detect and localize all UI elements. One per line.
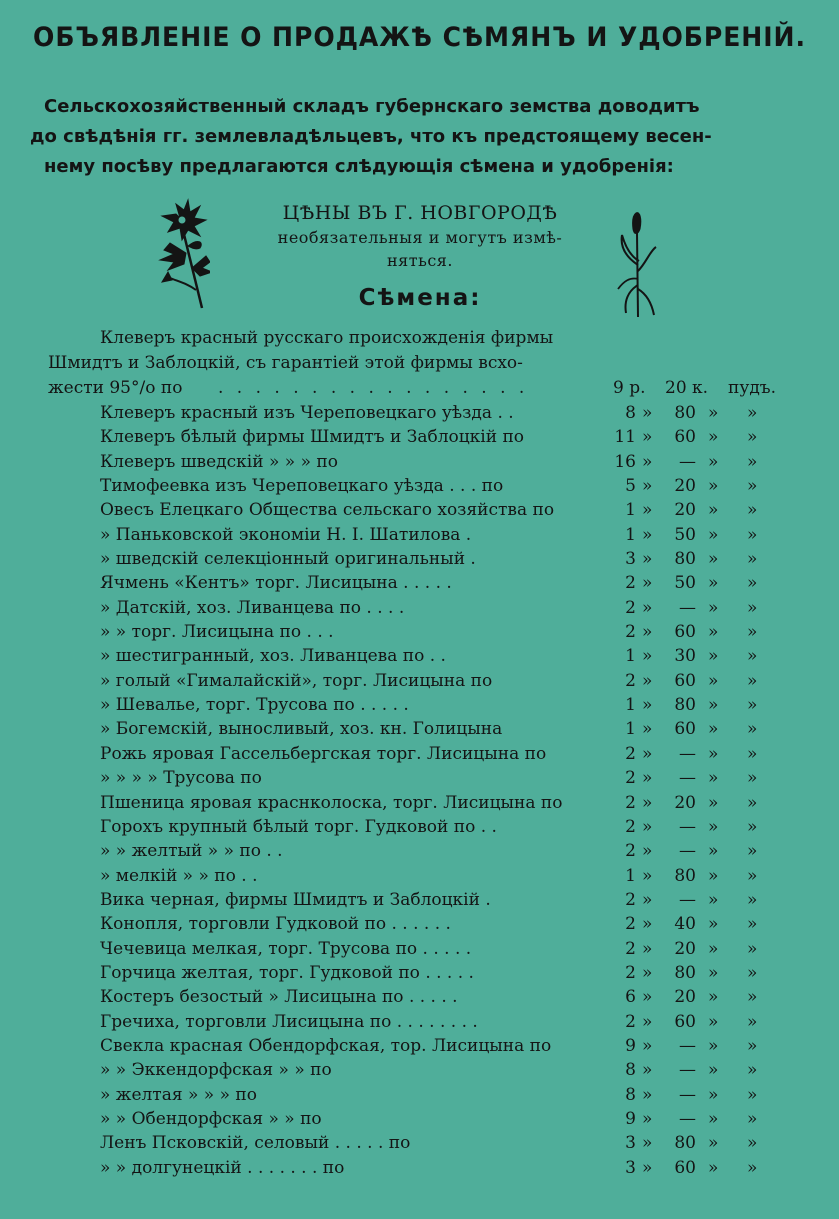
price-rubles: 9 (625, 1108, 636, 1129)
price-rubles: 1 (625, 500, 636, 521)
ditto-mark: » (708, 451, 719, 472)
price-kopecks: 80 (674, 549, 696, 570)
price-row (0, 547, 839, 571)
price-rubles: 16 (614, 451, 636, 472)
item-description: » Шевалье, торг. Трусова по . . . . . (100, 695, 409, 716)
price-row (0, 1010, 839, 1034)
ditto-mark: » (747, 1157, 758, 1178)
price-rubles: 2 (625, 670, 636, 691)
price-row (0, 644, 839, 668)
ditto-mark: » (708, 670, 719, 691)
price-rubles: 8 (625, 1084, 636, 1105)
price-kopecks: — (679, 1084, 696, 1105)
ditto-mark: » (642, 1084, 653, 1105)
first-item-line: Шмидтъ и Заблоцкій, съ гарантіей этой фирмы всхо- (48, 353, 523, 373)
prices-title: ЦѢНЫ ВЪ Г. НОВГОРОДѢ (282, 202, 558, 224)
item-description: Свекла красная Обендорфская, тор. Лисицына по (100, 1035, 552, 1056)
item-description: » Богемскій, выносливый, хоз. кн. Голицына (100, 719, 503, 740)
ditto-mark: » (747, 549, 758, 570)
ditto-mark: » (747, 841, 758, 862)
item-description: Ленъ Псковскій, селовый . . . . . по (100, 1133, 411, 1154)
ditto-mark: » (642, 646, 653, 667)
ditto-mark: » (747, 622, 758, 643)
ditto-mark: » (708, 889, 719, 910)
price-kopecks: 60 (674, 1157, 696, 1178)
item-description: Гречиха, торговли Лисицына по . . . . . . . . (100, 1011, 478, 1032)
ditto-mark: » (747, 938, 758, 959)
ditto-mark: » (642, 719, 653, 740)
ditto-mark: » (747, 914, 758, 935)
ditto-mark: » (747, 524, 758, 545)
price-kopecks: — (679, 451, 696, 472)
price-row (0, 961, 839, 985)
price-row (0, 791, 839, 815)
price-row (0, 571, 839, 595)
item-description: » » Эккендорфская » » по (100, 1060, 332, 1081)
prices-note-line: няться. (387, 251, 453, 270)
price-row (0, 1107, 839, 1131)
ditto-mark: » (708, 695, 719, 716)
item-description: » » желтый » » по . . (100, 841, 283, 862)
item-description: » Датскій, хоз. Ливанцева по . . . . (100, 597, 405, 618)
ditto-mark: » (747, 962, 758, 983)
item-description: Клеверъ бѣлый фирмы Шмидтъ и Заблоцкій по (100, 427, 525, 448)
item-description: Ячмень «Кентъ» торг. Лисицына . . . . . (100, 573, 452, 594)
price-row (0, 1083, 839, 1107)
ditto-mark: » (642, 622, 653, 643)
first-item (48, 326, 788, 401)
price-rubles: 6 (625, 987, 636, 1008)
price-kopecks: 20 (674, 938, 696, 959)
price-row (0, 620, 839, 644)
price-row (0, 1131, 839, 1155)
price-kopecks: — (679, 1060, 696, 1081)
price-kopecks: 30 (674, 646, 696, 667)
price-kopecks: 80 (674, 403, 696, 423)
ditto-mark: » (642, 987, 653, 1008)
ditto-mark: » (747, 403, 758, 423)
ditto-mark: » (642, 1108, 653, 1129)
price-kopecks: 20 (674, 987, 696, 1008)
ditto-mark: » (708, 427, 719, 448)
price-rubles: 2 (625, 743, 636, 764)
ditto-mark: » (642, 695, 653, 716)
item-description: » » » » Трусова по (100, 768, 262, 789)
ditto-mark: » (708, 1060, 719, 1081)
ditto-mark: » (708, 743, 719, 764)
price-row (0, 1034, 839, 1058)
ditto-mark: » (747, 427, 758, 448)
item-description: » » Обендорфская » » по (100, 1108, 322, 1129)
price-row (0, 474, 839, 498)
price-row (0, 815, 839, 839)
price-row (0, 766, 839, 790)
prices-header (220, 200, 620, 272)
price-kopecks: 40 (674, 914, 696, 935)
price-rubles: 1 (625, 719, 636, 740)
price-row (0, 888, 839, 912)
ditto-mark: » (642, 524, 653, 545)
ditto-mark: » (708, 987, 719, 1008)
price-row (0, 498, 839, 522)
ditto-mark: » (747, 646, 758, 667)
item-description: Пшеница яровая краснколоска, торг. Лисицына по (100, 792, 563, 813)
item-description: » голый «Гималайскій», торг. Лисицына по (100, 670, 493, 691)
ditto-mark: » (747, 1035, 758, 1056)
ditto-mark: » (747, 1060, 758, 1081)
item-description: » желтая » » » по (100, 1084, 257, 1105)
flower-ornament-icon (140, 198, 210, 318)
ditto-mark: » (747, 1133, 758, 1154)
ditto-mark: » (747, 768, 758, 789)
price-row (0, 912, 839, 936)
ditto-mark: » (642, 743, 653, 764)
ditto-mark: » (708, 768, 719, 789)
price-kopecks: 80 (674, 865, 696, 886)
ditto-mark: » (642, 670, 653, 691)
item-description: Тимофеевка изъ Череповецкаго уѣзда . . . по (100, 476, 504, 497)
ditto-mark: » (642, 841, 653, 862)
price-rubles: 2 (625, 889, 636, 910)
ditto-mark: » (642, 768, 653, 789)
price-row (0, 1156, 839, 1180)
ditto-mark: » (708, 1157, 719, 1178)
price-rubles: 5 (625, 476, 636, 497)
price-kopecks: 80 (674, 1133, 696, 1154)
price-kopecks: 60 (674, 622, 696, 643)
ditto-mark: » (708, 1011, 719, 1032)
ditto-mark: » (642, 1133, 653, 1154)
ditto-mark: » (708, 938, 719, 959)
ditto-mark: » (747, 597, 758, 618)
price-rubles: 9 (625, 1035, 636, 1056)
ditto-mark: » (747, 476, 758, 497)
price-rubles: 3 (625, 1157, 636, 1178)
ditto-mark: » (708, 792, 719, 813)
ditto-mark: » (747, 987, 758, 1008)
item-description: » мелкій » » по . . (100, 865, 258, 886)
price-row (0, 985, 839, 1009)
price-row (0, 937, 839, 961)
ditto-mark: » (747, 573, 758, 594)
price-kopecks: 50 (674, 573, 696, 594)
ditto-mark: » (642, 938, 653, 959)
item-description: Овесъ Елецкаго Общества сельскаго хозяйства по (100, 500, 555, 521)
ditto-mark: » (747, 670, 758, 691)
ditto-mark: » (708, 524, 719, 545)
price-kopecks: 80 (674, 962, 696, 983)
item-description: Конопля, торговли Гудковой по . . . . . . (100, 914, 451, 935)
price-rubles: 2 (625, 792, 636, 813)
ditto-mark: » (642, 816, 653, 837)
ditto-mark: » (642, 1060, 653, 1081)
price-kopecks: — (679, 816, 696, 837)
intro-line: до свѣдѣнія гг. землевладѣльцевъ, что къ предстоящему весен- (30, 126, 712, 147)
price-kopecks: 60 (674, 1011, 696, 1032)
ditto-mark: » (708, 865, 719, 886)
ditto-mark: » (708, 573, 719, 594)
intro-paragraph (30, 92, 810, 182)
price-rubles: 2 (625, 841, 636, 862)
price-row (0, 523, 839, 547)
ditto-mark: » (708, 549, 719, 570)
page-title: ОБЪЯВЛЕНІЕ О ПРОДАЖѢ СѢМЯНЪ И УДОБРЕНІЙ. (33, 22, 806, 53)
price-rubles: 8 (625, 403, 636, 423)
price-row (0, 1058, 839, 1082)
item-description: » » долгунецкій . . . . . . . по (100, 1157, 345, 1178)
item-description: Чечевица мелкая, торг. Трусова по . . . . . (100, 938, 472, 959)
ditto-mark: » (747, 1011, 758, 1032)
price-kopecks: — (679, 889, 696, 910)
leader-dots: . . . . . . . . . . . . . . . . . (218, 378, 529, 398)
item-description: Вика черная, фирмы Шмидтъ и Заблоцкій . (100, 889, 491, 910)
price-kopecks: 60 (674, 719, 696, 740)
price-rubles: 2 (625, 622, 636, 643)
item-description: Рожь яровая Гассельбергская торг. Лисицына по (100, 743, 547, 764)
item-description: » шестигранный, хоз. Ливанцева по . . (100, 646, 446, 667)
price-row (0, 401, 839, 425)
price-row (0, 717, 839, 741)
ditto-mark: » (708, 1084, 719, 1105)
ditto-mark: » (642, 889, 653, 910)
price-kopecks: 20 (674, 500, 696, 521)
price-rubles: 3 (625, 1133, 636, 1154)
item-description: Клеверъ красный изъ Череповецкаго уѣзда . . (100, 403, 514, 423)
ditto-mark: » (642, 914, 653, 935)
price-rubles: 2 (625, 597, 636, 618)
first-item-line: Клеверъ красный русскаго происхожденія фирмы (100, 328, 554, 348)
item-description: Клеверъ шведскій » » » по (100, 451, 338, 472)
price-rubles: 2 (625, 962, 636, 983)
ditto-mark: » (642, 451, 653, 472)
ditto-mark: » (747, 1084, 758, 1105)
price-kopecks: 20 (674, 792, 696, 813)
price-row (0, 742, 839, 766)
price-rubles: 8 (625, 1060, 636, 1081)
price-kopecks: 20 (674, 476, 696, 497)
price-rubles: 2 (625, 914, 636, 935)
price-rubles: 2 (625, 573, 636, 594)
section-title: Сѣмена: (358, 285, 482, 311)
ditto-mark: » (642, 865, 653, 886)
price-rubles: 2 (625, 768, 636, 789)
ditto-mark: » (708, 1133, 719, 1154)
ditto-mark: » (747, 865, 758, 886)
ditto-mark: » (747, 889, 758, 910)
price-row (0, 693, 839, 717)
ditto-mark: » (708, 403, 719, 423)
price-kopecks: — (679, 1108, 696, 1129)
item-description: Костеръ безостый » Лисицына по . . . . . (100, 987, 458, 1008)
ditto-mark: » (708, 1035, 719, 1056)
ditto-mark: » (642, 549, 653, 570)
item-description: Горчица желтая, торг. Гудковой по . . . . . (100, 962, 474, 983)
price-kopecks: 60 (674, 427, 696, 448)
price-rubles: 1 (625, 695, 636, 716)
price-kopecks: 20 к. (665, 378, 709, 398)
ditto-mark: » (642, 476, 653, 497)
price-rubles: 1 (625, 524, 636, 545)
ditto-mark: » (747, 695, 758, 716)
first-item-text: жести 95°/о по (48, 378, 183, 398)
ditto-mark: » (708, 719, 719, 740)
ditto-mark: » (747, 451, 758, 472)
price-kopecks: 60 (674, 670, 696, 691)
ditto-mark: » (747, 719, 758, 740)
price-rubles: 3 (625, 549, 636, 570)
price-row (0, 425, 839, 449)
price-kopecks: — (679, 743, 696, 764)
price-kopecks: — (679, 597, 696, 618)
ditto-mark: » (747, 816, 758, 837)
price-list (0, 401, 839, 1180)
ditto-mark: » (747, 1108, 758, 1129)
item-description: » Паньковской экономіи Н. І. Шатилова . (100, 524, 472, 545)
ditto-mark: » (642, 1157, 653, 1178)
ditto-mark: » (642, 500, 653, 521)
price-kopecks: 50 (674, 524, 696, 545)
ditto-mark: » (708, 1108, 719, 1129)
item-description: » шведскій селекціонный оригинальный . (100, 549, 476, 570)
ditto-mark: » (708, 597, 719, 618)
ditto-mark: » (708, 962, 719, 983)
ditto-mark: » (708, 646, 719, 667)
ditto-mark: » (642, 1035, 653, 1056)
price-rubles: 11 (614, 427, 636, 448)
price-rubles: 2 (625, 938, 636, 959)
price-rubles: 2 (625, 1011, 636, 1032)
intro-line: нему посѣву предлагаются слѣдующія сѣмена и удобренія: (44, 156, 674, 177)
price-rubles: 9 р. (613, 378, 646, 398)
price-rubles: 2 (625, 816, 636, 837)
price-kopecks: 80 (674, 695, 696, 716)
ditto-mark: » (747, 500, 758, 521)
price-row (0, 669, 839, 693)
price-kopecks: — (679, 1035, 696, 1056)
ditto-mark: » (708, 500, 719, 521)
price-rubles: 1 (625, 646, 636, 667)
ditto-mark: » (747, 792, 758, 813)
ditto-mark: » (747, 743, 758, 764)
item-description: » » торг. Лисицына по . . . (100, 622, 334, 643)
intro-line: Сельскохозяйственный складъ губернскаго земства доводитъ (44, 96, 700, 117)
ditto-mark: » (642, 1011, 653, 1032)
ditto-mark: » (642, 573, 653, 594)
price-row (0, 839, 839, 863)
ditto-mark: » (708, 816, 719, 837)
item-description: Горохъ крупный бѣлый торг. Гудковой по . . (100, 816, 497, 837)
price-row (0, 864, 839, 888)
ditto-mark: » (708, 841, 719, 862)
ditto-mark: » (642, 597, 653, 618)
ditto-mark: » (642, 792, 653, 813)
ditto-mark: » (642, 403, 653, 423)
ditto-mark: » (642, 427, 653, 448)
price-kopecks: — (679, 768, 696, 789)
ditto-mark: » (642, 962, 653, 983)
ditto-mark: » (708, 914, 719, 935)
first-item-line (48, 376, 788, 401)
price-row (0, 596, 839, 620)
price-row (0, 450, 839, 474)
ditto-mark: » (708, 622, 719, 643)
price-rubles: 1 (625, 865, 636, 886)
prices-note-line: необязательныя и могутъ измѣ- (277, 228, 563, 247)
ditto-mark: » (708, 476, 719, 497)
price-kopecks: — (679, 841, 696, 862)
price-unit: пудъ. (728, 378, 777, 398)
